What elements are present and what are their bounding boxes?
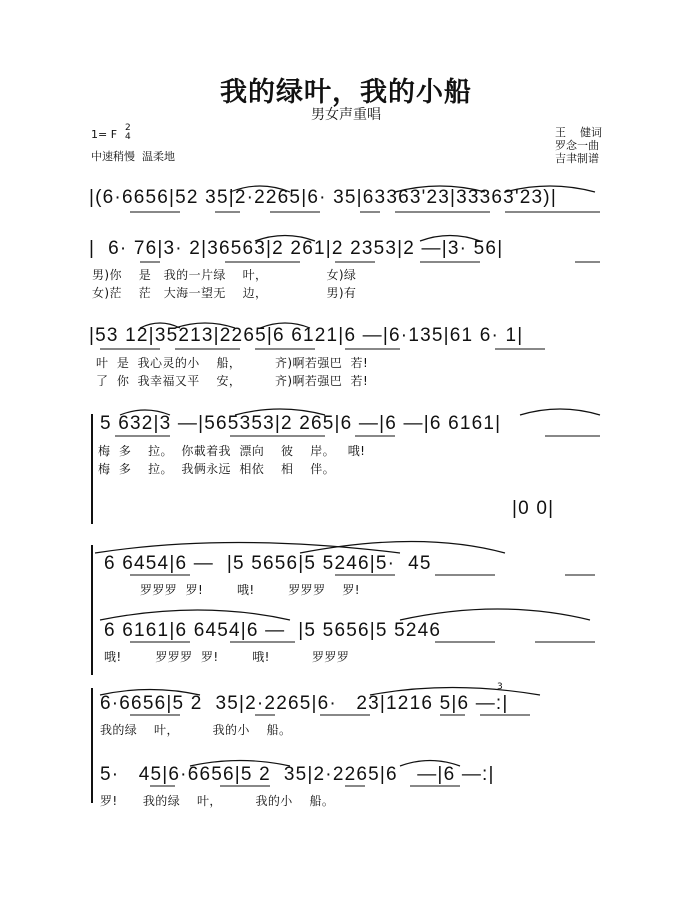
- slur-mark: [120, 410, 170, 415]
- slur-mark: [190, 761, 290, 767]
- score-row-7-notes: 6·6656|5 2 35|2·2265|6· 23|1216 5|6 —:|: [100, 693, 509, 714]
- slur-mark: [100, 610, 290, 620]
- slur-mark: [235, 409, 325, 415]
- score-row-6-notes: 6 6161|6 6454|6 — |5 5656|5 5246: [104, 620, 442, 641]
- score-row-3-notes: |53 12|35213|2265|6 6121|6 —|6·135|61 6· 1|: [89, 325, 524, 346]
- triplet-mark: 3: [497, 682, 503, 692]
- score-row-3-lyrics-verse-2: 了 你 我幸福又平 安， 齐)啊若强巴 若!: [96, 374, 369, 388]
- lyricist-credit: 王 健词: [555, 126, 602, 139]
- score-row-3-lyrics-verse-1: 叶 是 我心灵的小 船， 齐)啊若强巴 若!: [96, 356, 369, 370]
- song-title: 我的绿叶，我的小船: [220, 77, 472, 108]
- time-signature-top: 2: [125, 123, 131, 133]
- composer-credit: 罗念一曲: [555, 139, 599, 152]
- slur-mark: [260, 323, 310, 328]
- score-row-6-lyrics: 哦! 罗罗罗 罗! 哦! 罗罗罗: [104, 650, 350, 664]
- slur-mark: [230, 186, 290, 192]
- slur-mark: [95, 543, 400, 554]
- score-row-5-notes: 6 6454|6 — |5 5656|5 5246|5· 45: [104, 553, 432, 574]
- score-row-5-lyrics: 罗罗罗 罗! 哦! 罗罗罗 罗!: [140, 583, 360, 597]
- tempo-marking: 中速稍慢 温柔地: [91, 150, 175, 163]
- score-row-4-lyrics-verse-1: 梅 多 拉。 你載着我 漂向 彼 岸。 哦!: [98, 444, 366, 458]
- score-row-8-lyrics: 罗! 我的绿 叶， 我的小 船。: [100, 794, 335, 808]
- score-row-4-lyrics-verse-2: 梅 多 拉。 我俩永远 相依 相 伴。: [98, 462, 336, 476]
- slur-mark: [420, 236, 480, 242]
- slur-mark: [370, 688, 540, 696]
- key-signature: 1= F: [91, 128, 118, 141]
- slur-mark: [400, 609, 590, 620]
- slur-mark: [255, 236, 315, 242]
- score-row-2-lyrics-verse-1: 男)你 是 我的一片绿 叶， 女)绿: [92, 268, 357, 282]
- slur-mark: [175, 323, 235, 328]
- score-row-1-notes: |(6·6656|52 35|2·2265|6· 35|63363'23|33363'23)|: [89, 187, 557, 208]
- slur-mark: [395, 186, 485, 192]
- score-row-4-rest-measure: |0 0|: [512, 498, 555, 519]
- slur-mark: [100, 690, 200, 696]
- slur-mark: [520, 409, 600, 415]
- slur-mark: [300, 542, 505, 554]
- score-row-7-lyrics: 我的绿 叶， 我的小 船。: [100, 723, 292, 737]
- score-row-2-notes: | 6· 76|3· 2|36563|2 261|2 2353|2 —|3· 56|: [89, 238, 504, 259]
- transcriber-credit: 吉聿制谱: [555, 152, 599, 165]
- slur-mark: [140, 323, 180, 328]
- song-subtitle: 男女声重唱: [311, 107, 381, 123]
- slur-mark: [505, 186, 595, 192]
- score-row-2-lyrics-verse-2: 女)茫 茫 大海一望无 边， 男)有: [92, 286, 357, 300]
- score-row-4-notes: 5 632|3 —|565353|2 265|6 —|6 —|6 6161|: [100, 413, 502, 434]
- time-signature-bottom: 4: [125, 132, 131, 142]
- score-row-8-notes: 5· 45|6·6656|5 2 35|2·2265|6 —|6 —:|: [100, 764, 495, 785]
- slur-mark: [400, 761, 460, 767]
